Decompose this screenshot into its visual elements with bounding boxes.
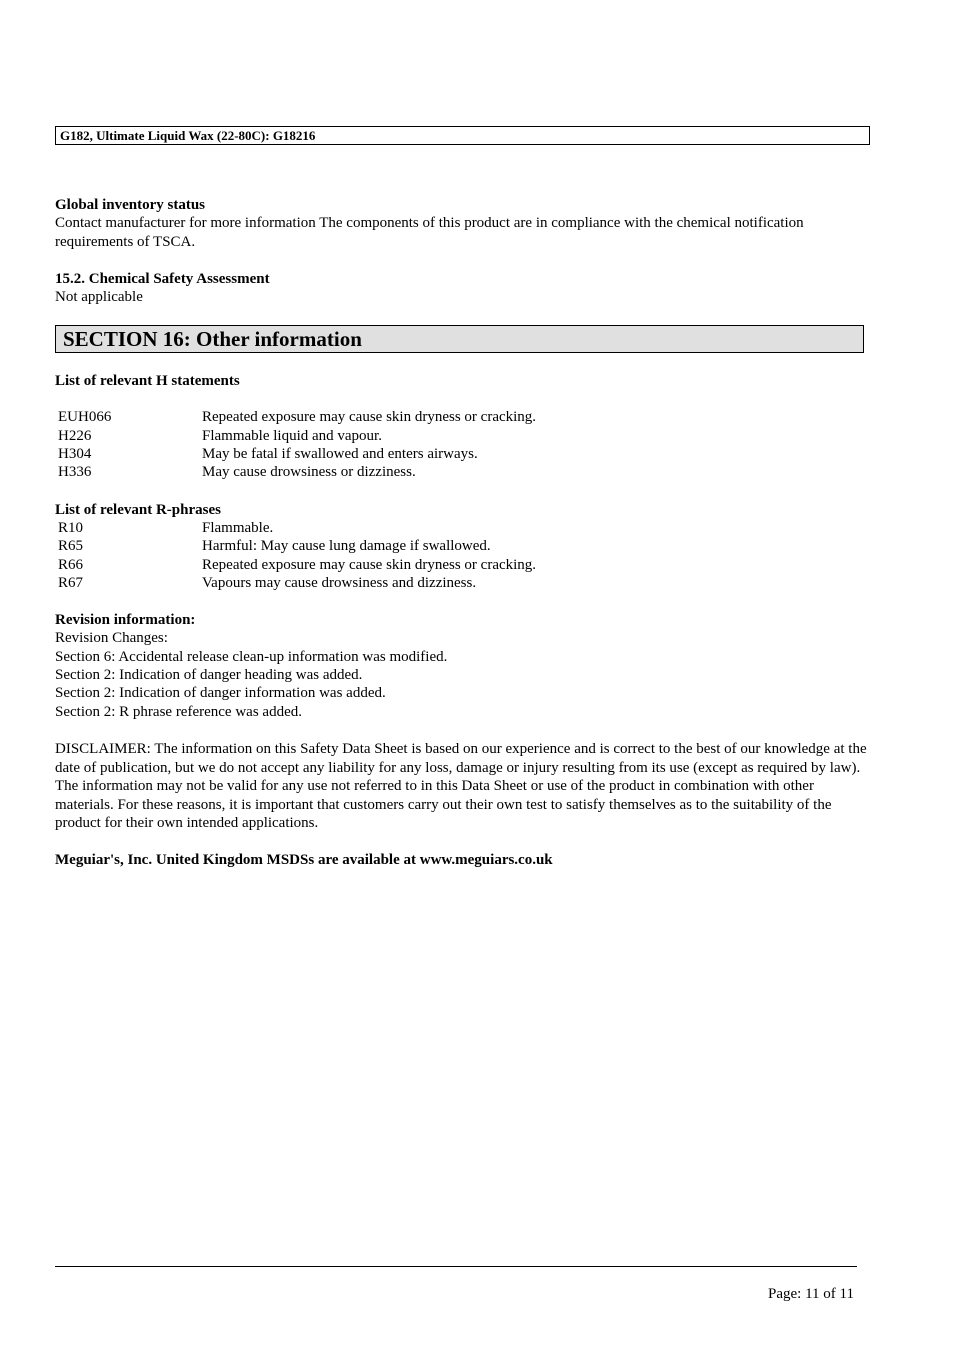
document-header: G182, Ultimate Liquid Wax (22-80C): G18216 (55, 126, 870, 145)
h-statement-text: Repeated exposure may cause skin dryness or cracking. (202, 409, 537, 425)
r-phrase-text: Vapours may cause drowsiness and dizziness. (202, 575, 477, 591)
section16-title: SECTION 16: Other information (55, 325, 864, 353)
h-statement-code: H336 (58, 464, 92, 480)
r-phrase-text: Repeated exposure may cause skin dryness or cracking. (202, 557, 537, 573)
r-phrase-code: R66 (58, 557, 84, 573)
r-phrase-code: R10 (58, 520, 84, 536)
h-statement-text: Flammable liquid and vapour. (202, 428, 382, 444)
page-number: Page: 11 of 11 (768, 1286, 854, 1302)
h-statement-code: EUH066 (58, 409, 112, 425)
h-statement-code: H226 (58, 428, 92, 444)
r-phrase-text: Flammable. (202, 520, 274, 536)
revision-line: Section 2: Indication of danger information was added. (55, 685, 386, 701)
revision-line: Revision Changes: (55, 630, 168, 646)
revision-line: Section 6: Accidental release clean-up information was modified. (55, 649, 448, 665)
global-inventory-heading: Global inventory status (55, 197, 206, 213)
revision-heading: Revision information: (55, 612, 196, 628)
disclaimer-text: DISCLAIMER: The information on this Safety Data Sheet is based on our experience and is correct to the best of our knowledge at the date of publication, but we do not accept any liability for any loss, damage or injury resulting from its use (except as required by law). The information may not be valid for any use not referred to in this Data Sheet or use of the product in combination with other materials. For these reasons, it is important that customers carry out their own test to satisfy themselves as to the suitability of the product for their own intended applications. (55, 741, 867, 831)
r-phrase-text: Harmful: May cause lung damage if swallowed. (202, 538, 491, 554)
r-phrase-code: R65 (58, 538, 84, 554)
csa-heading: 15.2. Chemical Safety Assessment (55, 271, 270, 287)
revision-line: Section 2: Indication of danger heading was added. (55, 667, 363, 683)
h-statement-code: H304 (58, 446, 92, 462)
msds-availability-note: Meguiar's, Inc. United Kingdom MSDSs are available at www.meguiars.co.uk (55, 852, 553, 868)
r-phrase-code: R67 (58, 575, 84, 591)
csa-text: Not applicable (55, 289, 143, 305)
footer-divider (55, 1266, 857, 1267)
h-statements-heading: List of relevant H statements (55, 373, 240, 389)
h-statement-text: May cause drowsiness or dizziness. (202, 464, 416, 480)
r-phrases-heading: List of relevant R-phrases (55, 502, 221, 518)
h-statement-text: May be fatal if swallowed and enters airways. (202, 446, 478, 462)
global-inventory-text: Contact manufacturer for more information The components of this product are in compliance with the chemical notification requirements of TSCA. (55, 215, 804, 250)
revision-line: Section 2: R phrase reference was added. (55, 704, 302, 720)
